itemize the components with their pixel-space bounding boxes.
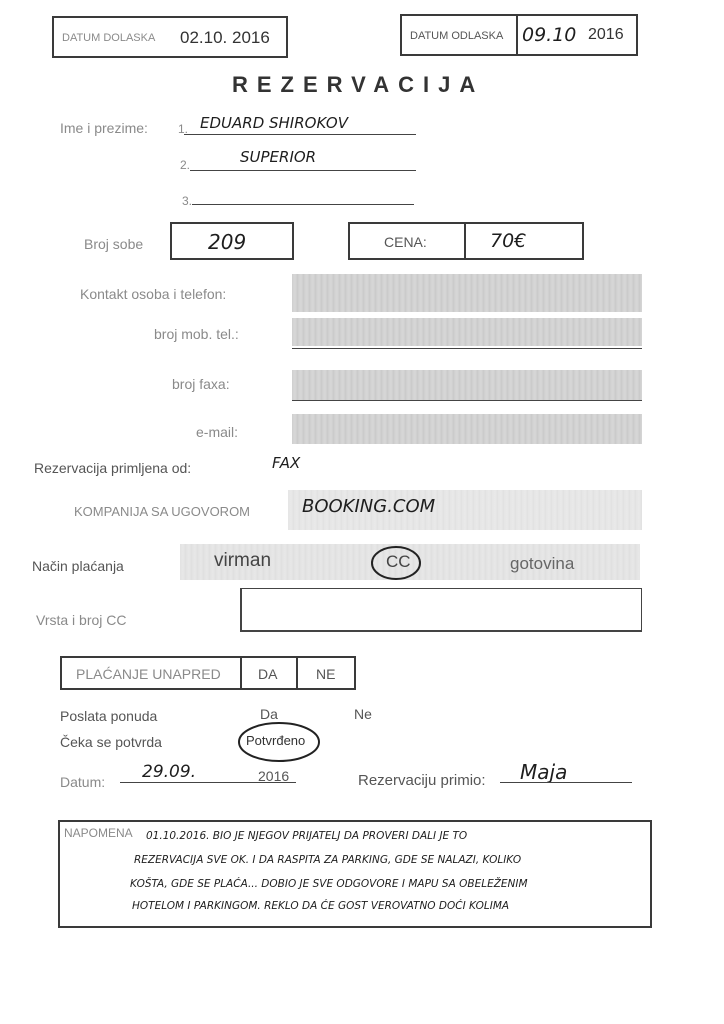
- confirmation-value: Potvrđeno: [246, 733, 306, 748]
- offer-no: Ne: [354, 706, 372, 722]
- fax-label: broj faxa:: [172, 376, 230, 392]
- confirmation-label: Čeka se potvrda: [60, 734, 162, 750]
- signature-rule: [500, 782, 632, 783]
- departure-date-label: DATUM ODLASKA: [410, 30, 504, 42]
- departure-divider: [516, 16, 518, 54]
- signature: Maja: [520, 760, 568, 784]
- prepayment-label: PLAĆANJE UNAPRED: [76, 666, 221, 682]
- fax-redacted: [292, 370, 642, 400]
- price-label: CENA:: [384, 234, 427, 250]
- mobile-label: broj mob. tel.:: [154, 326, 239, 342]
- prepayment-yes: DA: [258, 666, 278, 682]
- prepayment-divider2: [296, 658, 298, 688]
- received-via-label: Rezervacija primljena od:: [34, 460, 192, 476]
- note-line-1: 01.10.2016. BIO JE NJEGOV PRIJATELJ DA PROVERI DALI JE TO: [146, 830, 468, 842]
- mobile-rule: [292, 348, 642, 349]
- guest-line2-rule: [190, 170, 416, 171]
- price-value: 70€: [490, 230, 527, 252]
- date-handwritten: 29.09.: [142, 762, 197, 782]
- departure-year: 2016: [588, 26, 624, 43]
- price-divider: [464, 224, 466, 258]
- guest-line1-rule: [184, 134, 416, 135]
- note-line-4: HOTELOM I PARKINGOM. REKLO DA ĆE GOST VEROVATNO DOĆI KOLIMA: [132, 900, 510, 912]
- company-value: BOOKING.COM: [302, 496, 436, 517]
- guest-line2-number: 2.: [180, 158, 191, 172]
- arrival-date-label: DATUM DOLASKA: [62, 32, 156, 44]
- mobile-redacted: [292, 318, 642, 346]
- cc-field: [240, 588, 642, 632]
- confirmed-circle-mark: [0, 0, 1, 1]
- prepayment-divider1: [240, 658, 242, 688]
- contact-redacted: [292, 274, 642, 312]
- received-by-label: Rezervaciju primio:: [358, 772, 486, 789]
- payment-option-gotovina: gotovina: [510, 554, 575, 573]
- arrival-date-box: [52, 16, 288, 58]
- prepayment-no: NE: [316, 666, 336, 682]
- guest-line1-value: EDUARD SHIROKOV: [200, 114, 348, 132]
- price-box: [348, 222, 584, 260]
- guest-line3-number: 3.: [182, 194, 193, 208]
- departure-date-box: [400, 14, 638, 56]
- arrival-date-value: 02.10. 2016: [180, 28, 270, 47]
- note-line-2: REZERVACIJA SVE OK. I DA RASPITA ZA PARKING, GDE SE NALAZI, KOLIKO: [134, 854, 522, 866]
- email-redacted: [292, 414, 642, 444]
- date-label: Datum:: [60, 774, 106, 790]
- offer-yes: Da: [260, 706, 278, 722]
- guest-line2-value: SUPERIOR: [240, 148, 317, 166]
- form-title: REZERVACIJA: [232, 72, 485, 97]
- room-number-label: Broj sobe: [84, 236, 144, 252]
- guest-line1-number: 1.: [178, 122, 189, 136]
- received-via-value: FAX: [272, 454, 301, 472]
- payment-label: Način plaćanja: [32, 558, 124, 574]
- note-box: [58, 820, 652, 928]
- email-label: e-mail:: [196, 424, 239, 440]
- guest-line3-rule: [192, 204, 414, 205]
- room-number-value: 209: [208, 230, 247, 254]
- room-number-box: [170, 222, 294, 260]
- prepayment-box: [60, 656, 356, 690]
- payment-option-cc: CC: [386, 552, 411, 571]
- cc-label: Vrsta i broj CC: [36, 612, 127, 628]
- note-label: NAPOMENA: [64, 826, 133, 840]
- contact-label: Kontakt osoba i telefon:: [80, 286, 227, 302]
- guest-name-label: Ime i prezime:: [60, 120, 148, 136]
- departure-date-handwritten: 09.10: [522, 24, 577, 46]
- note-line-3: KOŠTA, GDE SE PLAĆA... DOBIO JE SVE ODGOVORE I MAPU SA OBELEŽENIM: [130, 878, 528, 890]
- payment-option-virman: virman: [214, 550, 272, 571]
- company-label: KOMPANIJA SA UGOVOROM: [74, 504, 251, 519]
- offer-label: Poslata ponuda: [60, 708, 158, 724]
- date-year: 2016: [258, 768, 290, 784]
- fax-rule: [292, 400, 642, 401]
